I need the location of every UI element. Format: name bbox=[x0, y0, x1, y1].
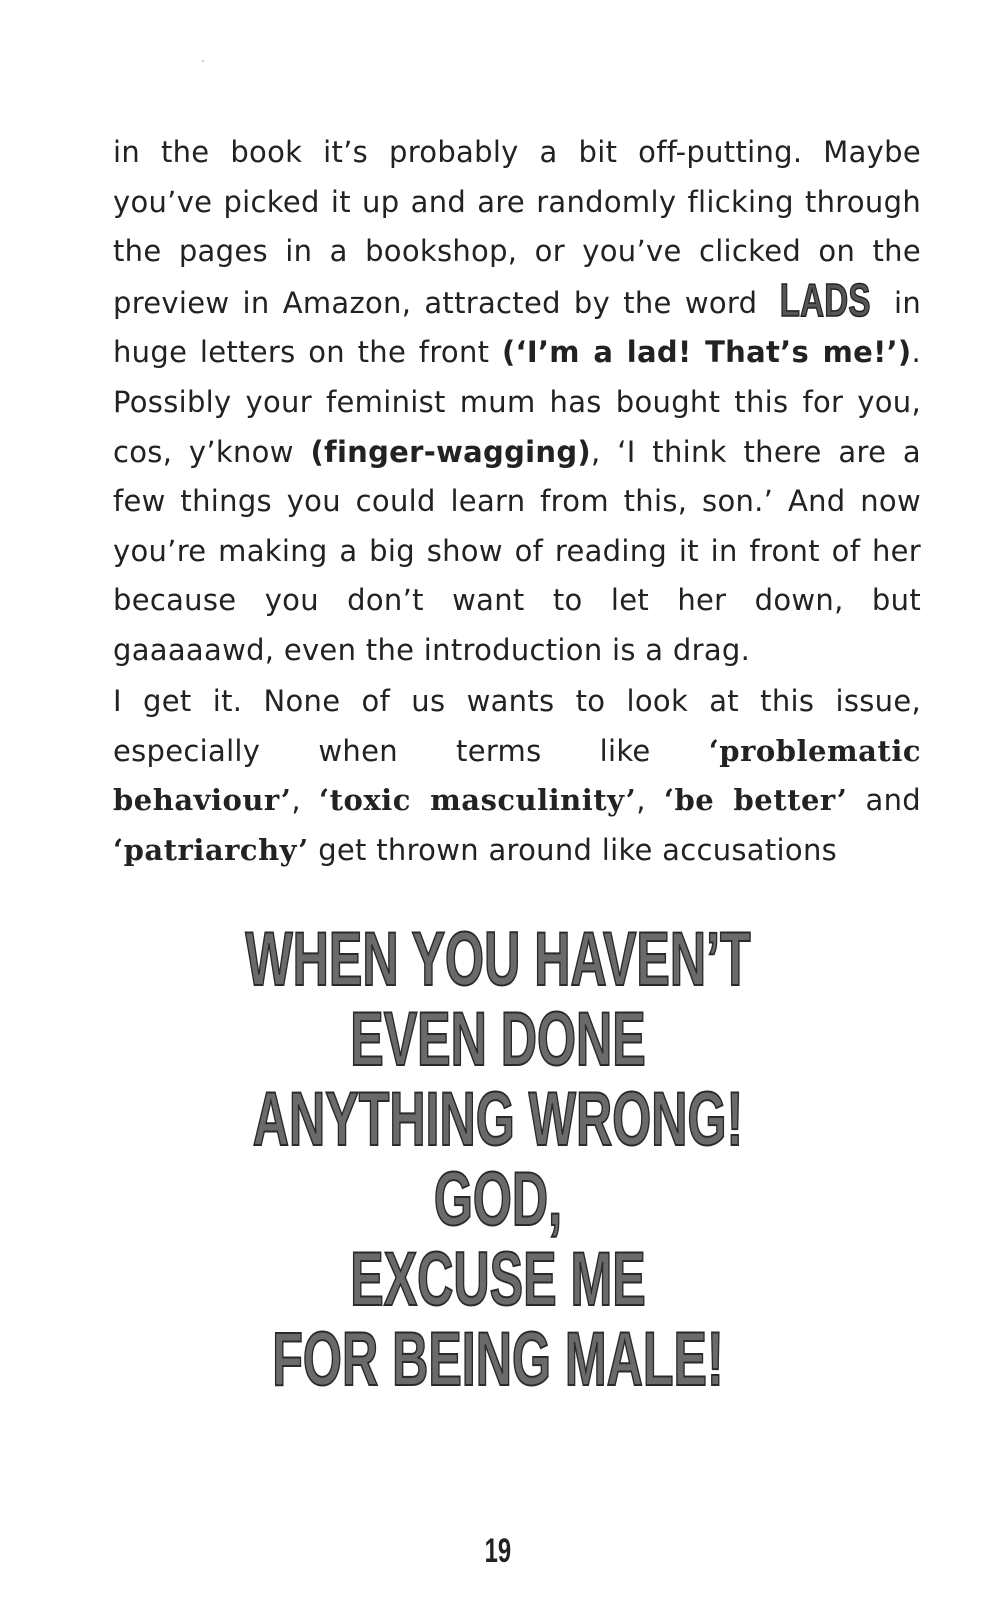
paragraph-i-get-it bbox=[113, 677, 921, 875]
text-run: . Possibly your feminist mum has bought this for you, cos, y’know bbox=[113, 335, 921, 469]
term-highlight: ‘toxic masculinity’ bbox=[319, 783, 637, 818]
page-number-text: 19 bbox=[484, 1532, 512, 1570]
text-run: in the book it’s probably a bit off-putting. Maybe you’ve picked it up and are randomly flicking through the pages in a bookshop, or you’ve clicked on the preview in Amazon, attracted by the word bbox=[113, 135, 921, 320]
page-number bbox=[0, 1532, 996, 1571]
term-highlight: ‘problematic behaviour’ bbox=[113, 733, 921, 818]
term-highlight: ‘patriarchy’ bbox=[113, 832, 309, 867]
pull-quote-line: GOD, bbox=[433, 1157, 563, 1242]
lads-word: LADS bbox=[780, 273, 872, 326]
pull-quote-line: EVEN DONE bbox=[350, 997, 646, 1082]
pull-quote bbox=[100, 917, 896, 1402]
text-run: , ‘I think there are a few things you could learn from this, son.’ And now you’re making a big show of reading it in front of her because you don’t want to let her down, but gaaaaawd, even the introduction is a drag. bbox=[113, 434, 921, 667]
text-run: , bbox=[291, 783, 320, 818]
pull-quote-line: EXCUSE ME bbox=[350, 1237, 646, 1322]
text-run: get thrown around like accusations bbox=[308, 832, 838, 867]
text-run: in huge letters on the front bbox=[113, 285, 921, 370]
text-run: I get it. None of us wants to look at this issue, especially when terms like bbox=[113, 684, 921, 768]
speck bbox=[202, 60, 204, 62]
paragraph-intro bbox=[113, 128, 921, 676]
pull-quote-line: FOR BEING MALE! bbox=[272, 1317, 724, 1402]
text-run: , bbox=[636, 783, 664, 818]
term-highlight: ‘be better’ bbox=[663, 783, 848, 818]
bold-aside: (‘I’m a lad! That’s me!’) bbox=[502, 335, 912, 370]
pull-quote-line: ANYTHING WRONG! bbox=[252, 1077, 744, 1162]
pull-quote-line: WHEN YOU HAVEN’T bbox=[245, 917, 751, 1002]
text-run: and bbox=[847, 783, 922, 818]
bold-aside: (finger-wagging) bbox=[310, 434, 591, 469]
